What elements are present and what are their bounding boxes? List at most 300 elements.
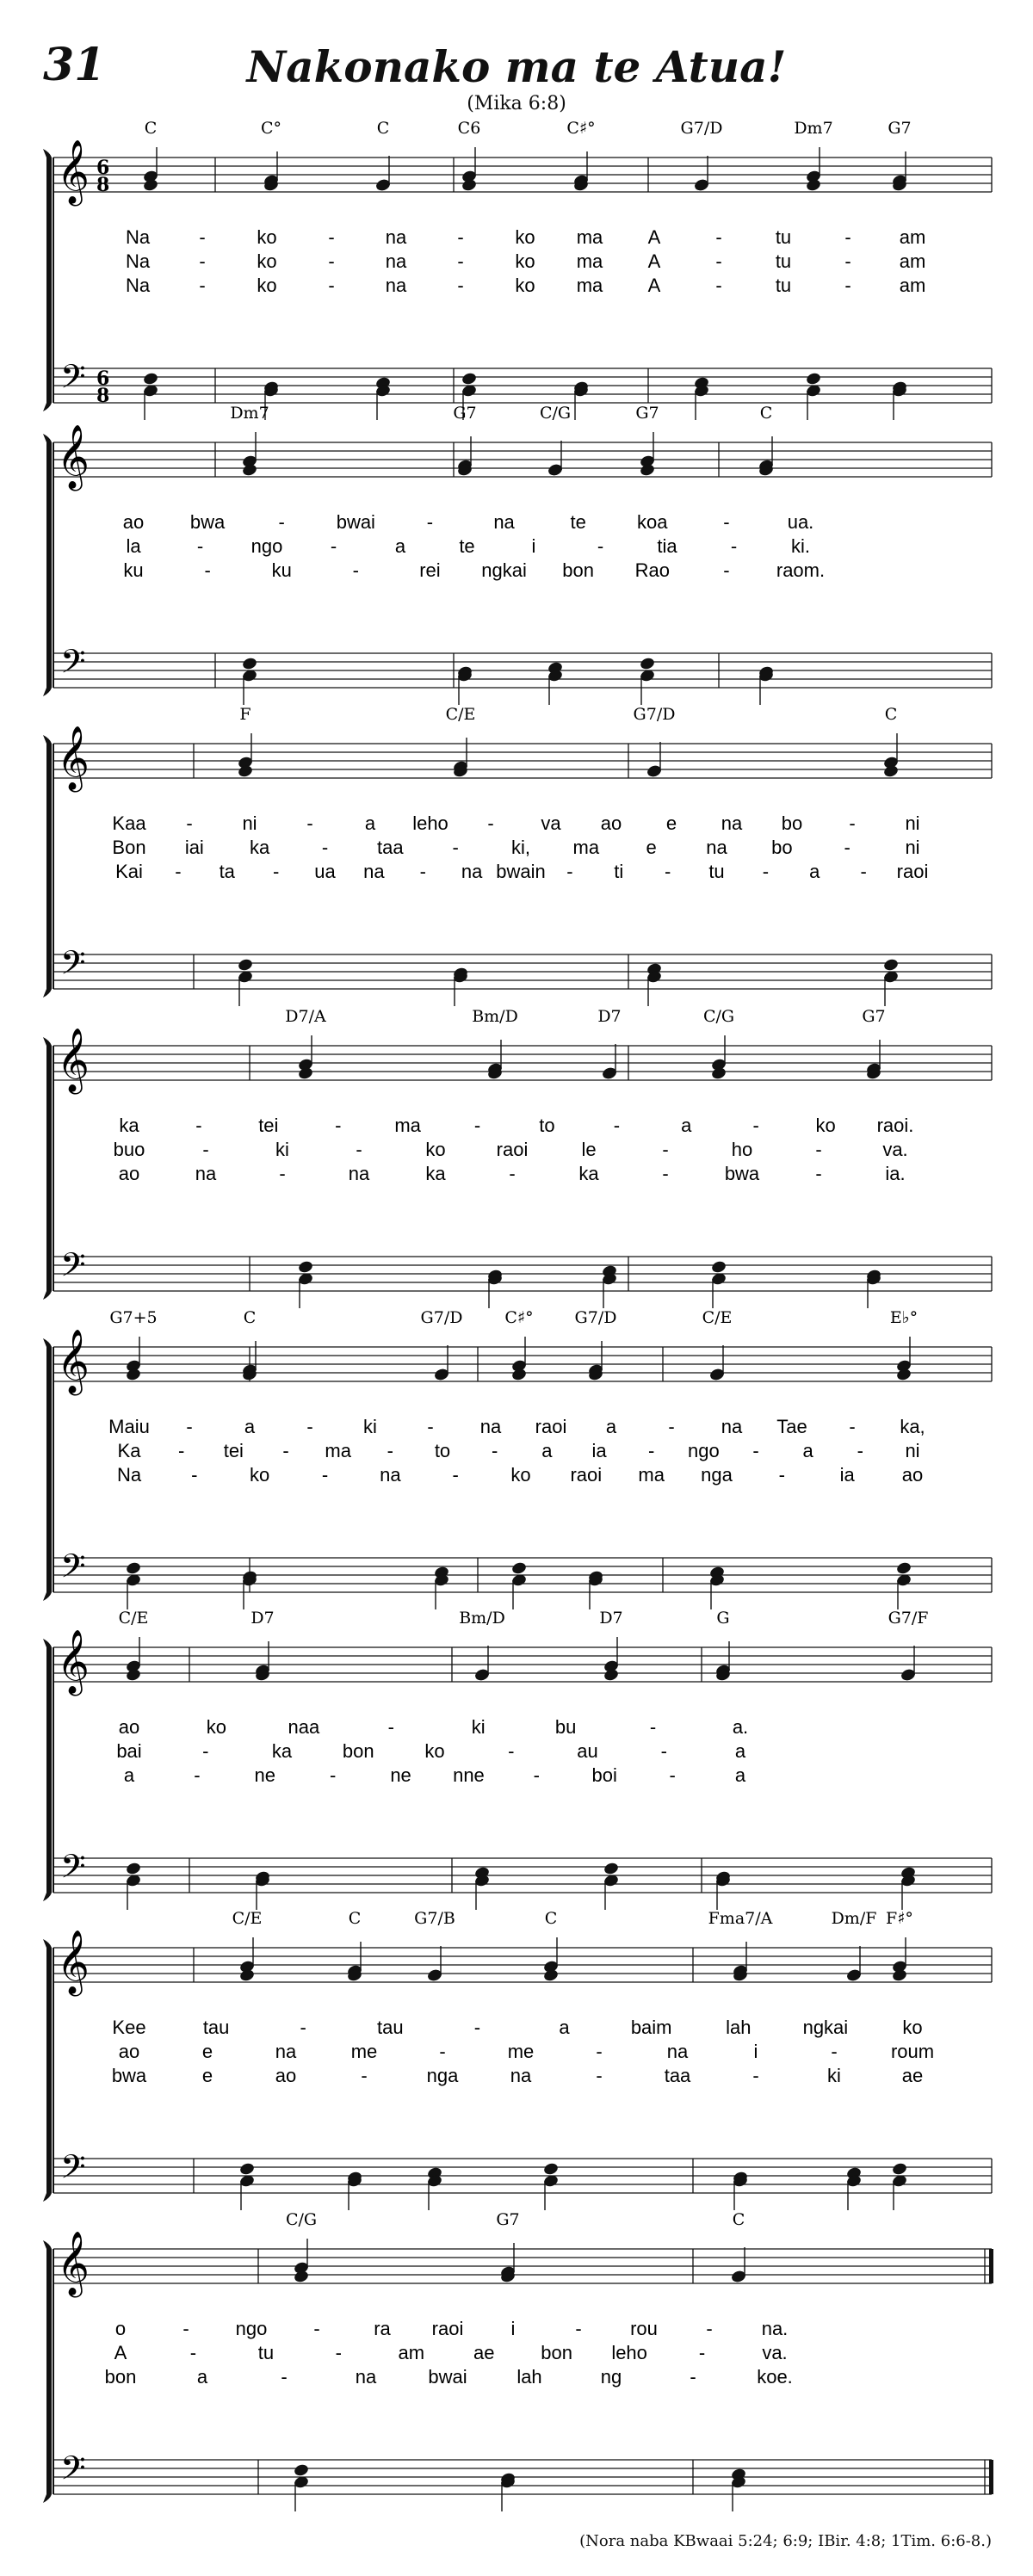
note-head bbox=[293, 2463, 309, 2478]
lyric-syllable: ae bbox=[473, 2342, 495, 2363]
lyric-syllable: koe. bbox=[757, 2366, 793, 2388]
lyric-syllable: ngo bbox=[251, 535, 283, 557]
chord-symbol: C bbox=[376, 119, 390, 138]
lyric-syllable: Na bbox=[125, 275, 151, 296]
lyric-syllable: roum bbox=[890, 2041, 935, 2062]
lyric-syllable: nne bbox=[453, 1764, 485, 1786]
chord-symbol: C/G bbox=[539, 404, 572, 423]
lyric-hyphen: - bbox=[306, 1416, 313, 1437]
chord-symbol: E♭° bbox=[889, 1308, 919, 1327]
lyric-syllable: Na bbox=[125, 250, 151, 272]
lyric-syllable: bo bbox=[771, 837, 793, 858]
treble-clef-icon: 𝄞 bbox=[57, 1930, 90, 1994]
lyric-hyphen: - bbox=[427, 1416, 434, 1437]
lyric-hyphen: - bbox=[752, 2065, 759, 2086]
lyric-hyphen: - bbox=[196, 535, 204, 557]
bass-clef-icon: 𝄢 bbox=[60, 1547, 86, 1593]
lyric-syllable: baim bbox=[630, 2017, 672, 2038]
lyric-syllable: ao bbox=[600, 812, 622, 834]
lyric-hyphen: - bbox=[202, 1139, 209, 1160]
note-head bbox=[805, 372, 821, 386]
lyric-syllable: ng bbox=[600, 2366, 622, 2388]
lyric-syllable: i bbox=[753, 2041, 758, 2062]
lyric-syllable: koa bbox=[637, 511, 668, 533]
lyric-hyphen: - bbox=[662, 1163, 669, 1184]
brace-icon bbox=[43, 434, 52, 696]
lyric-syllable: to bbox=[539, 1115, 555, 1136]
lyric-hyphen: - bbox=[199, 250, 206, 272]
brace-icon bbox=[43, 149, 52, 411]
lyric-syllable: va. bbox=[882, 1139, 908, 1160]
chord-symbol: G bbox=[716, 1609, 730, 1628]
lyric-hyphen: - bbox=[335, 1115, 342, 1136]
chord-symbol: D7 bbox=[599, 1609, 623, 1628]
bass-clef-icon: 𝄢 bbox=[60, 943, 86, 990]
lyric-hyphen: - bbox=[426, 511, 434, 533]
lyric-hyphen: - bbox=[844, 837, 851, 858]
hymn-title: Nakonako ma te Atua! bbox=[246, 41, 787, 92]
lyric-syllable: taa bbox=[664, 2065, 691, 2086]
lyric-hyphen: - bbox=[706, 2318, 713, 2339]
lyric-syllable: ko bbox=[206, 1716, 227, 1738]
chord-symbol: C° bbox=[260, 119, 282, 138]
lyric-hyphen: - bbox=[723, 559, 730, 581]
lyric-syllable: ko bbox=[424, 1740, 445, 1762]
lyric-hyphen: - bbox=[596, 2065, 603, 2086]
lyric-syllable: tia bbox=[657, 535, 677, 557]
lyric-hyphen: - bbox=[186, 812, 193, 834]
lyric-syllable: ku bbox=[123, 559, 144, 581]
lyric-hyphen: - bbox=[361, 2065, 368, 2086]
lyric-hyphen: - bbox=[613, 1115, 621, 1136]
chord-symbol: G7/F bbox=[888, 1609, 929, 1628]
chord-symbol: C bbox=[348, 1909, 362, 1928]
lyric-syllable: lah bbox=[516, 2366, 542, 2388]
lyric-syllable: au bbox=[577, 1740, 598, 1762]
lyric-hyphen: - bbox=[189, 2342, 197, 2363]
note-head bbox=[125, 1561, 141, 1576]
lyric-syllable: raom. bbox=[776, 559, 826, 581]
chord-symbol: G7 bbox=[496, 2210, 520, 2229]
lyric-hyphen: - bbox=[723, 511, 730, 533]
lyric-hyphen: - bbox=[778, 1464, 785, 1486]
lyric-hyphen: - bbox=[860, 861, 867, 882]
chord-symbol: C/G bbox=[285, 2210, 318, 2229]
lyric-hyphen: - bbox=[815, 1139, 822, 1160]
treble-clef-icon: 𝄞 bbox=[57, 1029, 90, 1092]
lyric-hyphen: - bbox=[508, 1740, 515, 1762]
lyric-syllable: tu bbox=[257, 2342, 275, 2363]
chord-symbol: G7/D bbox=[420, 1308, 463, 1327]
chord-symbol: C bbox=[243, 1308, 257, 1327]
lyric-hyphen: - bbox=[272, 861, 280, 882]
lyric-syllable: A bbox=[114, 2342, 127, 2363]
lyric-syllable: na bbox=[355, 2366, 377, 2388]
lyric-hyphen: - bbox=[452, 837, 459, 858]
lyric-syllable: ma bbox=[394, 1115, 421, 1136]
chord-symbol: Dm/F bbox=[831, 1909, 877, 1928]
lyric-syllable: Maiu bbox=[108, 1416, 150, 1437]
lyric-syllable: Kee bbox=[112, 2017, 146, 2038]
brace-icon bbox=[43, 735, 52, 998]
chord-symbol: G7 bbox=[453, 404, 477, 423]
lyric-syllable: a bbox=[809, 861, 820, 882]
note-head bbox=[241, 657, 257, 671]
brace-icon bbox=[43, 1639, 52, 1901]
chord-symbol: Bm/D bbox=[459, 1609, 505, 1628]
lyric-syllable: ko bbox=[515, 275, 535, 296]
lyric-syllable: ki bbox=[363, 1416, 377, 1437]
time-signature-top: 6 bbox=[96, 368, 110, 390]
lyric-syllable: e bbox=[665, 812, 677, 834]
lyric-hyphen: - bbox=[178, 1440, 185, 1461]
lyric-syllable: bwain bbox=[496, 861, 546, 882]
lyric-syllable: na bbox=[461, 861, 483, 882]
chord-symbol: C6 bbox=[457, 119, 481, 138]
lyric-syllable: bo bbox=[781, 812, 803, 834]
lyric-hyphen: - bbox=[387, 1440, 393, 1461]
brace-icon bbox=[43, 1037, 52, 1300]
lyric-syllable: rou bbox=[630, 2318, 658, 2339]
chord-symbol: C bbox=[144, 119, 158, 138]
note-head bbox=[125, 1862, 141, 1876]
lyric-syllable: a bbox=[364, 812, 376, 834]
lyric-syllable: ma bbox=[638, 1464, 665, 1486]
chord-symbol: C/E bbox=[232, 1909, 263, 1928]
lyric-hyphen: - bbox=[279, 1163, 286, 1184]
lyric-syllable: ma bbox=[576, 275, 603, 296]
lyric-hyphen: - bbox=[194, 1764, 201, 1786]
lyric-syllable: a bbox=[244, 1416, 256, 1437]
lyric-syllable: a bbox=[559, 2017, 570, 2038]
lyric-syllable: na bbox=[348, 1163, 370, 1184]
chord-symbol: Bm/D bbox=[472, 1007, 518, 1026]
lyric-hyphen: - bbox=[457, 226, 464, 248]
lyric-syllable: ki bbox=[827, 2065, 841, 2086]
lyric-hyphen: - bbox=[306, 812, 313, 834]
lyric-syllable: ao bbox=[118, 1716, 140, 1738]
bass-clef-icon: 𝄢 bbox=[60, 642, 86, 689]
bass-clef-icon: 𝄢 bbox=[60, 1245, 86, 1292]
treble-clef-icon: 𝄞 bbox=[57, 425, 90, 489]
lyric-syllable: ia bbox=[591, 1440, 607, 1461]
lyric-syllable: Bon bbox=[112, 837, 146, 858]
chord-symbol: G7/D bbox=[680, 119, 723, 138]
lyric-hyphen: - bbox=[335, 2342, 342, 2363]
lyric-syllable: raoi bbox=[896, 861, 929, 882]
lyric-syllable: a bbox=[734, 1740, 746, 1762]
bass-clef-icon: 𝄢 bbox=[60, 357, 86, 404]
lyric-syllable: na bbox=[195, 1163, 217, 1184]
lyric-hyphen: - bbox=[649, 1716, 657, 1738]
lyric-syllable: bwa bbox=[724, 1163, 760, 1184]
lyric-syllable: na bbox=[363, 861, 385, 882]
lyric-hyphen: - bbox=[191, 1464, 198, 1486]
lyric-syllable: nga bbox=[426, 2065, 459, 2086]
lyric-hyphen: - bbox=[715, 275, 722, 296]
chord-symbol: G7 bbox=[862, 1007, 886, 1026]
chord-symbol: G7 bbox=[888, 119, 912, 138]
lyric-syllable: te bbox=[459, 535, 475, 557]
lyric-syllable: ki bbox=[275, 1139, 289, 1160]
lyric-hyphen: - bbox=[328, 250, 335, 272]
lyric-syllable: a bbox=[541, 1440, 553, 1461]
lyric-hyphen: - bbox=[321, 1464, 329, 1486]
lyric-hyphen: - bbox=[328, 275, 335, 296]
lyric-syllable: Na bbox=[116, 1464, 142, 1486]
lyric-hyphen: - bbox=[199, 275, 206, 296]
lyric-hyphen: - bbox=[698, 2342, 706, 2363]
final-barline-thick bbox=[989, 2460, 993, 2494]
chord-symbol: G7+5 bbox=[109, 1308, 158, 1327]
lyric-syllable: bai bbox=[116, 1740, 142, 1762]
lyric-syllable: ka, bbox=[900, 1416, 925, 1437]
lyric-hyphen: - bbox=[831, 2041, 838, 2062]
lyric-hyphen: - bbox=[195, 1115, 202, 1136]
lyric-syllable: leho bbox=[611, 2342, 647, 2363]
note-head bbox=[639, 657, 655, 671]
lyric-syllable: ka bbox=[119, 1115, 139, 1136]
lyric-syllable: Tae bbox=[776, 1416, 807, 1437]
chord-symbol: F♯° bbox=[886, 1909, 913, 1928]
lyric-syllable: a bbox=[196, 2366, 208, 2388]
lyric-hyphen: - bbox=[715, 250, 722, 272]
lyric-hyphen: - bbox=[313, 2318, 320, 2339]
lyric-syllable: ki. bbox=[791, 535, 810, 557]
lyric-hyphen: - bbox=[487, 812, 494, 834]
lyric-syllable: bon bbox=[562, 559, 595, 581]
chord-symbol: C/E bbox=[445, 705, 476, 724]
lyric-syllable: ko bbox=[257, 226, 277, 248]
lyric-hyphen: - bbox=[204, 559, 211, 581]
chord-symbol: D7 bbox=[597, 1007, 622, 1026]
lyric-syllable: ka bbox=[250, 837, 270, 858]
chord-symbol: G7 bbox=[635, 404, 659, 423]
lyric-hyphen: - bbox=[664, 861, 671, 882]
lyric-syllable: tau bbox=[202, 2017, 230, 2038]
final-barline-thick bbox=[989, 2249, 993, 2283]
system-2 bbox=[43, 404, 992, 705]
lyric-syllable: a bbox=[734, 1764, 746, 1786]
lyric-hyphen: - bbox=[473, 1115, 481, 1136]
lyric-hyphen: - bbox=[596, 2041, 603, 2062]
lyric-syllable: ku bbox=[271, 559, 292, 581]
lyric-syllable: tu bbox=[775, 250, 792, 272]
chord-symbol: C/E bbox=[118, 1609, 149, 1628]
lyric-hyphen: - bbox=[715, 226, 722, 248]
lyric-syllable: o bbox=[114, 2318, 127, 2339]
note-head bbox=[461, 372, 477, 386]
lyric-syllable: ko bbox=[250, 1464, 270, 1486]
lyric-syllable: Kai bbox=[115, 861, 143, 882]
lyric-syllable: ua bbox=[314, 861, 336, 882]
lyric-hyphen: - bbox=[281, 2366, 288, 2388]
note-head bbox=[297, 1260, 313, 1275]
lyric-syllable: ki, bbox=[511, 837, 530, 858]
lyric-hyphen: - bbox=[321, 837, 329, 858]
brace-icon bbox=[43, 1939, 52, 2202]
lyric-hyphen: - bbox=[457, 275, 464, 296]
note-head bbox=[510, 1561, 527, 1576]
chord-symbol: C♯° bbox=[504, 1308, 534, 1327]
system-6 bbox=[43, 1609, 992, 1910]
lyric-syllable: a. bbox=[732, 1716, 749, 1738]
lyric-syllable: ao bbox=[275, 2065, 297, 2086]
lyric-syllable: A bbox=[647, 275, 661, 296]
lyric-syllable: leho bbox=[412, 812, 448, 834]
lyric-syllable: tu bbox=[775, 275, 792, 296]
chord-symbol: D7/A bbox=[285, 1007, 326, 1026]
chord-symbol: D7 bbox=[251, 1609, 275, 1628]
lyric-syllable: bwa bbox=[111, 2065, 147, 2086]
note-head bbox=[237, 958, 253, 973]
lyric-hyphen: - bbox=[533, 1764, 540, 1786]
lyric-syllable: ma bbox=[325, 1440, 351, 1461]
system-4 bbox=[43, 1007, 992, 1308]
chord-symbol: C♯° bbox=[566, 119, 596, 138]
scripture-reference: (Mika 6:8) bbox=[467, 93, 566, 114]
lyric-hyphen: - bbox=[330, 1764, 337, 1786]
chord-symbol: Dm7 bbox=[794, 119, 833, 138]
lyric-hyphen: - bbox=[815, 1163, 822, 1184]
chord-symbol: C bbox=[759, 404, 773, 423]
lyric-syllable: ko bbox=[902, 2017, 923, 2038]
lyric-syllable: ta bbox=[219, 861, 235, 882]
lyric-syllable: bwai bbox=[336, 511, 375, 533]
lyric-syllable: bon bbox=[104, 2366, 137, 2388]
lyric-hyphen: - bbox=[282, 1440, 289, 1461]
lyric-syllable: a bbox=[394, 535, 406, 557]
lyric-syllable: A bbox=[647, 226, 661, 248]
lyric-syllable: e bbox=[201, 2041, 213, 2062]
lyric-syllable: na bbox=[493, 511, 515, 533]
treble-clef-icon: 𝄞 bbox=[57, 1330, 90, 1393]
lyric-hyphen: - bbox=[182, 2318, 189, 2339]
note-head bbox=[891, 2162, 907, 2177]
lyric-syllable: a bbox=[802, 1440, 813, 1461]
lyric-syllable: na bbox=[721, 1416, 743, 1437]
lyric-syllable: ma bbox=[576, 250, 603, 272]
lyric-syllable: Na bbox=[125, 226, 151, 248]
lyric-hyphen: - bbox=[849, 812, 856, 834]
lyric-syllable: tau bbox=[377, 2017, 404, 2038]
chord-symbol: C bbox=[884, 705, 898, 724]
lyric-hyphen: - bbox=[439, 2041, 446, 2062]
lyric-syllable: Rao bbox=[634, 559, 670, 581]
note-head bbox=[882, 958, 899, 973]
lyric-hyphen: - bbox=[473, 2017, 481, 2038]
lyric-hyphen: - bbox=[199, 226, 206, 248]
lyric-hyphen: - bbox=[849, 1416, 856, 1437]
lyric-syllable: buo bbox=[113, 1139, 145, 1160]
chord-symbol: Fma7/A bbox=[708, 1909, 773, 1928]
lyric-hyphen: - bbox=[844, 275, 851, 296]
bass-clef-icon: 𝄢 bbox=[60, 2147, 86, 2194]
lyric-syllable: lah bbox=[726, 2017, 752, 2038]
chord-symbol: C bbox=[544, 1909, 558, 1928]
footnote: (Nora naba KBwaai 5:24; 6:9; IBir. 4:8; 1Tim. 6:6-8.) bbox=[579, 2532, 992, 2550]
lyric-syllable: ao bbox=[122, 511, 145, 533]
lyric-syllable: na. bbox=[761, 2318, 789, 2339]
lyric-hyphen: - bbox=[202, 1740, 209, 1762]
lyric-syllable: na bbox=[666, 2041, 689, 2062]
lyric-syllable: tei bbox=[223, 1440, 244, 1461]
lyric-hyphen: - bbox=[648, 1440, 655, 1461]
lyric-hyphen: - bbox=[857, 1440, 863, 1461]
lyric-syllable: ngkai bbox=[802, 2017, 849, 2038]
lyric-hyphen: - bbox=[387, 1716, 394, 1738]
lyric-syllable: ngkai bbox=[481, 559, 527, 581]
system-3 bbox=[43, 705, 992, 1006]
lyric-syllable: me bbox=[350, 2041, 378, 2062]
lyric-syllable: ra bbox=[374, 2318, 391, 2339]
lyric-hyphen: - bbox=[844, 226, 851, 248]
brace-icon bbox=[43, 2240, 52, 2503]
lyric-hyphen: - bbox=[330, 535, 337, 557]
lyric-syllable: raoi bbox=[535, 1416, 567, 1437]
lyric-syllable: va. bbox=[762, 2342, 788, 2363]
lyric-syllable: a bbox=[605, 1416, 617, 1437]
lyric-syllable: raoi bbox=[570, 1464, 603, 1486]
lyric-hyphen: - bbox=[278, 511, 285, 533]
lyric-syllable: ni bbox=[242, 812, 257, 834]
lyric-syllable: to bbox=[434, 1440, 451, 1461]
lyric-syllable: ni bbox=[905, 1440, 920, 1461]
lyric-syllable: na bbox=[510, 2065, 532, 2086]
chord-symbol: C/E bbox=[702, 1308, 733, 1327]
lyric-syllable: te bbox=[570, 511, 586, 533]
lyric-syllable: na bbox=[385, 250, 407, 272]
lyric-syllable: ni bbox=[905, 812, 920, 834]
lyric-hyphen: - bbox=[492, 1440, 498, 1461]
lyric-syllable: le bbox=[581, 1139, 597, 1160]
lyric-syllable: iai bbox=[184, 837, 204, 858]
lyric-syllable: e bbox=[201, 2065, 213, 2086]
note-head bbox=[238, 2162, 255, 2177]
lyric-syllable: ko bbox=[510, 1464, 531, 1486]
lyric-syllable: me bbox=[507, 2041, 535, 2062]
lyric-syllable: am bbox=[899, 226, 926, 248]
chord-symbol: G7/B bbox=[414, 1909, 455, 1928]
system-8 bbox=[43, 2210, 993, 2511]
lyric-hyphen: - bbox=[730, 535, 738, 557]
lyric-syllable: na bbox=[385, 226, 407, 248]
lyric-syllable: ti bbox=[614, 861, 624, 882]
lyric-hyphen: - bbox=[419, 861, 426, 882]
lyric-hyphen: - bbox=[690, 2366, 696, 2388]
lyric-hyphen: - bbox=[356, 1139, 362, 1160]
lyric-syllable: ne bbox=[254, 1764, 276, 1786]
lyric-syllable: am bbox=[899, 275, 926, 296]
note-head bbox=[710, 1260, 727, 1275]
treble-clef-icon: 𝄞 bbox=[57, 726, 90, 790]
lyric-syllable: ne bbox=[390, 1764, 411, 1786]
lyric-syllable: ngo bbox=[687, 1440, 720, 1461]
treble-clef-icon: 𝄞 bbox=[57, 140, 90, 204]
lyric-syllable: raoi bbox=[431, 2318, 464, 2339]
lyric-syllable: ko bbox=[257, 275, 277, 296]
lyric-syllable: bu bbox=[554, 1716, 577, 1738]
lyric-syllable: ngo bbox=[235, 2318, 268, 2339]
lyric-syllable: ko bbox=[815, 1115, 836, 1136]
note-head bbox=[542, 2162, 559, 2177]
lyric-hyphen: - bbox=[662, 1139, 669, 1160]
lyric-syllable: ka bbox=[578, 1163, 599, 1184]
lyric-syllable: na bbox=[479, 1416, 502, 1437]
lyric-hyphen: - bbox=[668, 1416, 675, 1437]
lyric-syllable: nga bbox=[701, 1464, 733, 1486]
treble-clef-icon: 𝄞 bbox=[57, 1630, 90, 1694]
